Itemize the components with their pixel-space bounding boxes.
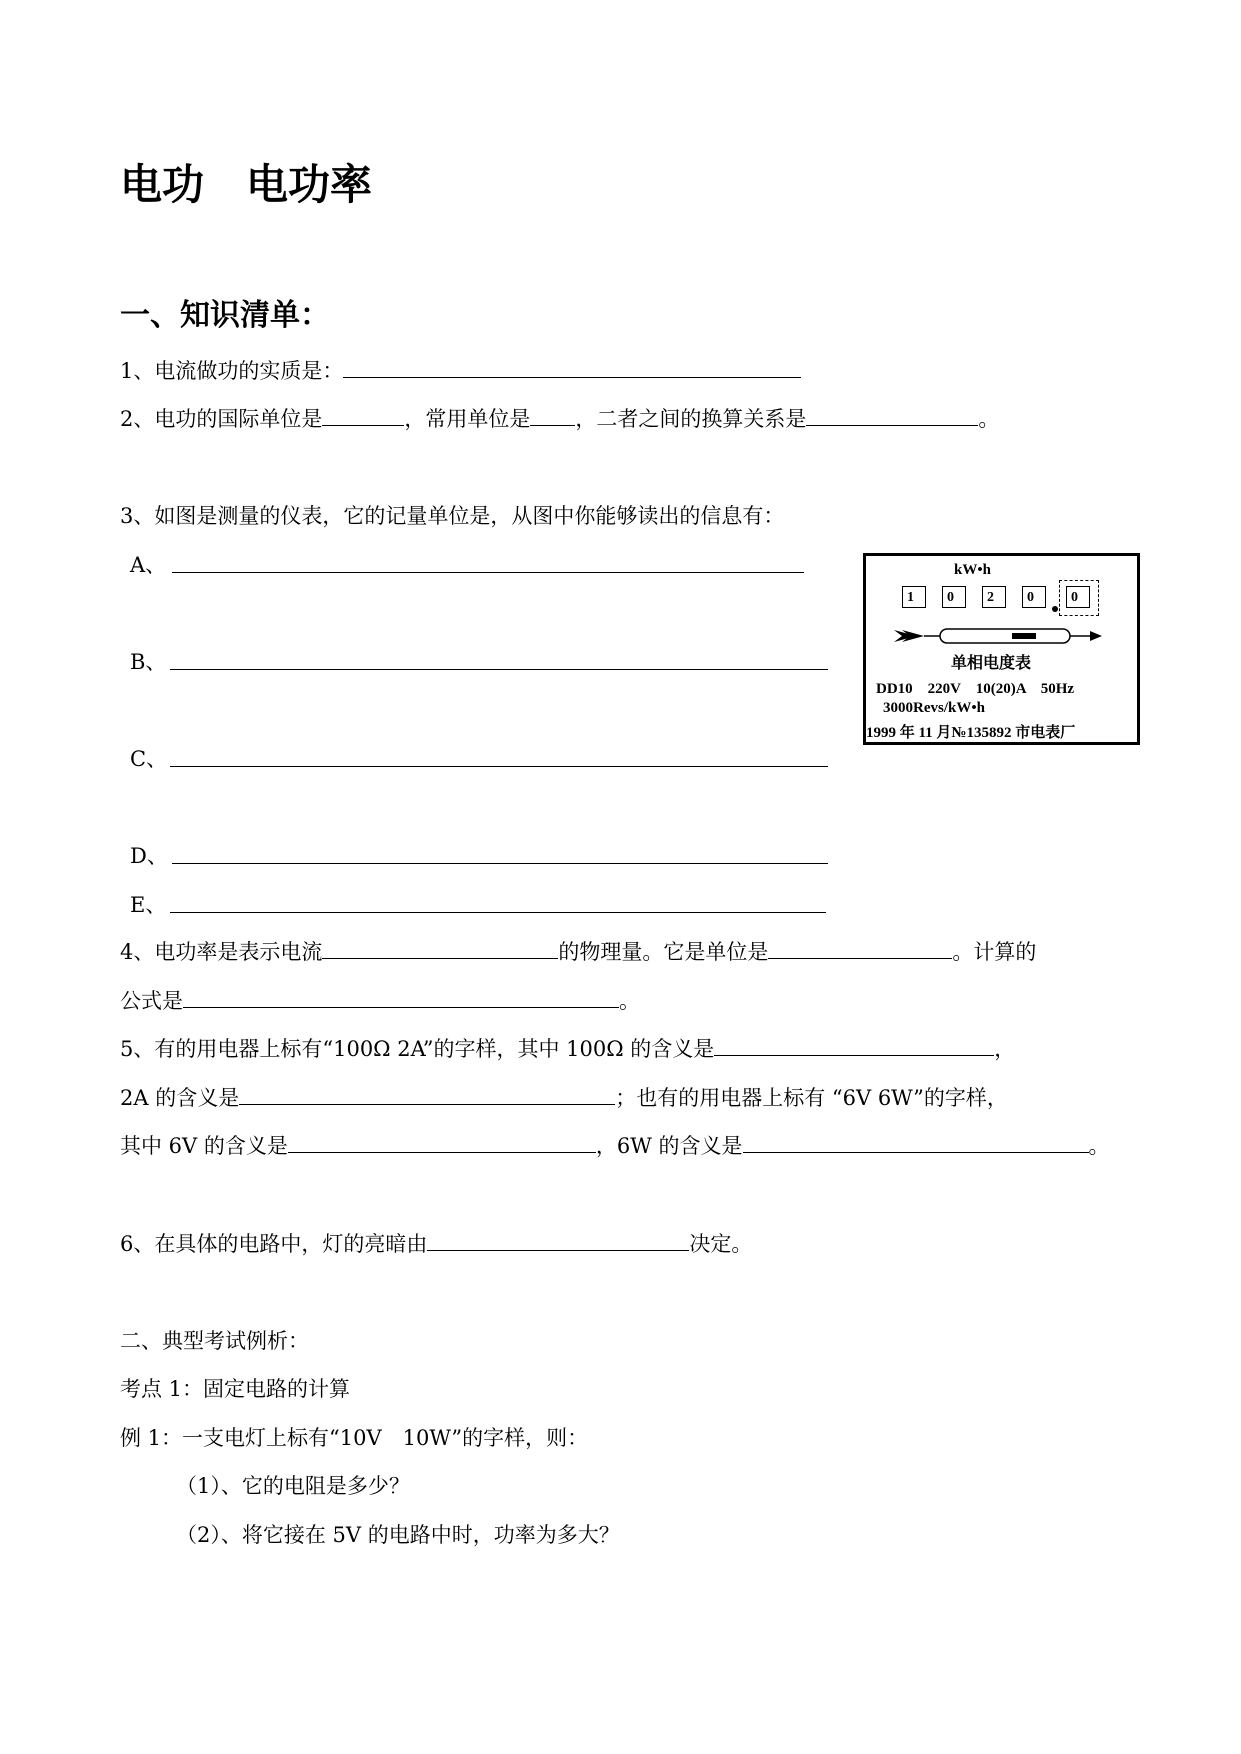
meter-digit: 1 xyxy=(902,586,926,608)
question-1 xyxy=(120,355,801,385)
answer-line-e[interactable] xyxy=(170,912,826,913)
meter-manufacture-info: 1999 年 11 月№135892 市电表厂 xyxy=(866,725,1076,741)
question-2-end: 。 xyxy=(978,407,1000,431)
question-6-part1: 6、在具体的电路中，灯的亮暗由 xyxy=(120,1232,428,1256)
question-4-formula-label: 公式是 xyxy=(120,989,183,1013)
answer-blank[interactable] xyxy=(183,985,619,1008)
question-6 xyxy=(120,1228,752,1258)
question-5-end: 。 xyxy=(1088,1134,1110,1158)
section-heading-examples: 二、典型考试例析： xyxy=(120,1329,309,1353)
question-6-part2: 决定。 xyxy=(689,1232,753,1256)
answer-label-c: C、 xyxy=(130,747,168,771)
meter-digit: 0 xyxy=(942,586,966,608)
exam-point: 考点 1：固定电路的计算 xyxy=(120,1377,351,1401)
question-2-part1: 2、电功的国际单位是 xyxy=(120,407,323,431)
meter-digit: 0 xyxy=(1022,586,1046,608)
answer-label-a: A、 xyxy=(130,553,167,577)
question-5-line2b: ；也有的用电器上标有 “6V 6W”的字样， xyxy=(615,1086,1008,1110)
meter-spec: DD10 220V 10(20)A 50Hz xyxy=(876,681,1075,697)
question-4-part2: 的物理量。它是单位是 xyxy=(558,940,769,964)
electricity-meter-figure xyxy=(863,553,1140,745)
question-4-part1: 4、电功率是表示电流 xyxy=(120,940,323,964)
answer-line-d[interactable] xyxy=(172,863,828,864)
answer-blank[interactable] xyxy=(322,936,558,959)
answer-blank[interactable] xyxy=(239,1082,615,1105)
question-5-comma: ， xyxy=(994,1037,1016,1061)
question-1-text: 1、电流做功的实质是： xyxy=(120,359,344,383)
meter-digit: 2 xyxy=(982,586,1006,608)
question-4 xyxy=(120,936,1036,966)
question-4-part3: 。计算的 xyxy=(952,940,1037,964)
answer-blank[interactable] xyxy=(768,936,952,959)
meter-digit: 0 xyxy=(1066,586,1090,608)
question-5-line2a: 2A 的含义是 xyxy=(120,1086,240,1110)
answer-blank[interactable] xyxy=(743,1130,1089,1153)
decimal-point xyxy=(1052,606,1058,612)
answer-blank[interactable] xyxy=(714,1033,994,1056)
sub-question-1: （1）、它的电阻是多少？ xyxy=(176,1474,410,1498)
meter-revs: 3000Revs/kW•h xyxy=(883,700,985,716)
answer-line-a[interactable] xyxy=(172,572,804,573)
question-3: 3、如图是测量的仪表，它的记量单位是，从图中你能够读出的信息有： xyxy=(120,504,785,528)
sub-question-2: （2）、将它接在 5V 的电路中时，功率为多大？ xyxy=(176,1523,620,1547)
answer-line-c[interactable] xyxy=(170,766,828,767)
answer-blank[interactable] xyxy=(322,403,404,426)
page-title: 电功 电功率 xyxy=(120,160,373,209)
answer-line-b[interactable] xyxy=(170,669,828,670)
answer-blank[interactable] xyxy=(530,403,575,426)
answer-label-e: E、 xyxy=(130,893,167,917)
rotating-disc-icon xyxy=(894,626,1104,646)
question-5-line3 xyxy=(120,1130,1110,1160)
answer-blank[interactable] xyxy=(806,403,978,426)
answer-label-d: D、 xyxy=(130,844,168,868)
answer-blank[interactable] xyxy=(427,1228,689,1251)
answer-label-b: B、 xyxy=(130,650,167,674)
question-2 xyxy=(120,403,999,433)
question-5 xyxy=(120,1033,1015,1063)
question-2-part3: ，二者之间的换算关系是 xyxy=(575,407,807,431)
section-heading-knowledge: 一、知识清单： xyxy=(120,298,330,333)
meter-unit: kW•h xyxy=(954,562,991,578)
example-question: 例 1：一支电灯上标有“10V 10W”的字样，则： xyxy=(120,1426,589,1450)
question-5-line3b: ，6W 的含义是 xyxy=(595,1134,743,1158)
question-2-part2: ，常用单位是 xyxy=(404,407,531,431)
answer-blank[interactable] xyxy=(343,355,801,378)
question-5-part1: 5、有的用电器上标有“100Ω 2A”的字样，其中 100Ω 的含义是 xyxy=(120,1037,715,1061)
question-5-line3a: 其中 6V 的含义是 xyxy=(120,1134,288,1158)
answer-blank[interactable] xyxy=(288,1130,596,1153)
meter-name: 单相电度表 xyxy=(951,655,1032,672)
question-4-end: 。 xyxy=(619,989,640,1013)
question-4-line2 xyxy=(120,985,640,1015)
question-5-line2 xyxy=(120,1082,1008,1112)
